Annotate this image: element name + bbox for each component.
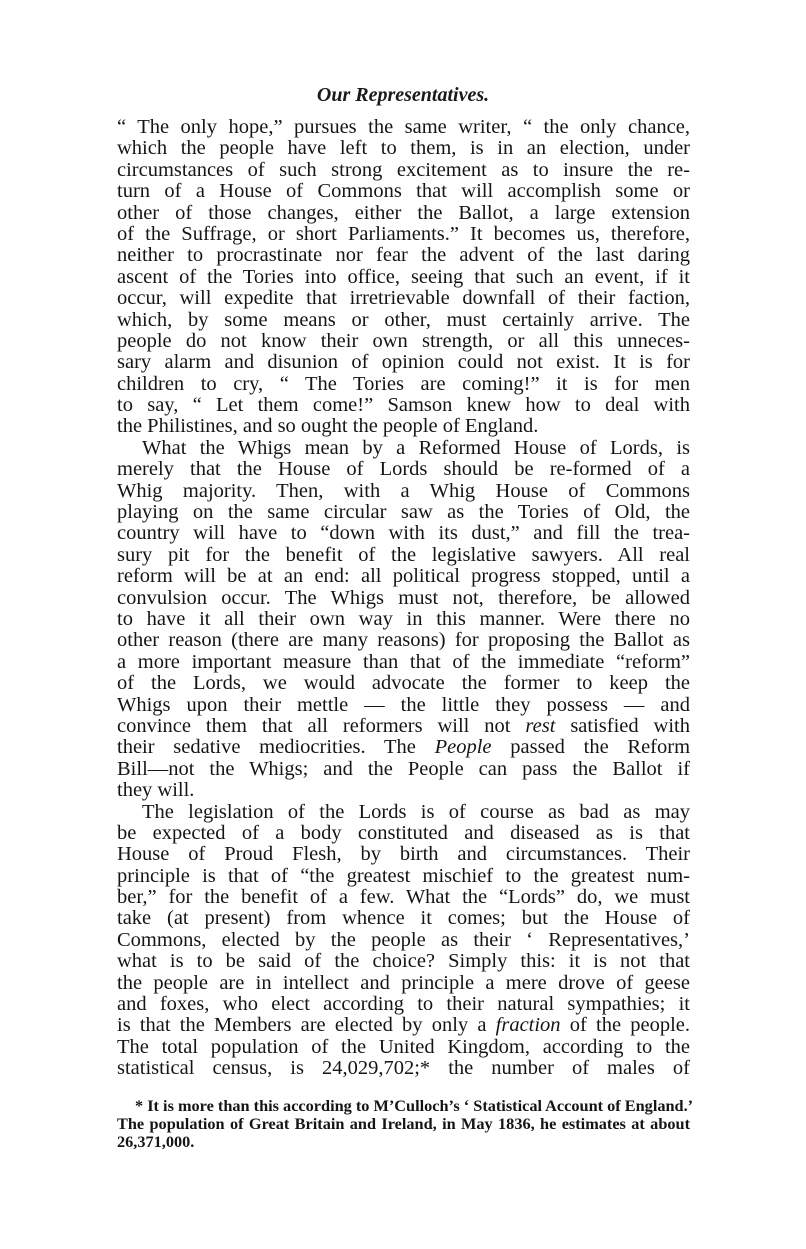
text-line: which, by some means or other, must certainly arrive. The [117, 308, 690, 331]
text-line: statistical census, is 24,029,702;* the number of males of [117, 1057, 690, 1080]
text-line: children to cry, “ The Tories are coming!” it is for men [117, 372, 690, 395]
text-line-with-italic [117, 716, 690, 737]
italic-emphasis: People [434, 736, 492, 759]
text-line: take (at present) from whence it comes; but the House of [117, 907, 690, 930]
text-line: principle is that of “the greatest mischief to the greatest num- [117, 864, 690, 887]
text-line: to have it all their own way in this manner. Were there no [117, 607, 690, 630]
text-line: and foxes, who elect according to their natural sympathies; it [117, 993, 690, 1016]
text-line: people do not know their own strength, or all this unneces- [117, 329, 690, 352]
text-line: of the Lords, we would advocate the former to keep the [117, 672, 690, 695]
text-line: to say, “ Let them come!” Samson knew how to deal with [117, 394, 690, 417]
text-line: occur, will expedite that irretrievable downfall of their faction, [117, 287, 690, 310]
text-line: convulsion occur. The Whigs must not, therefore, be allowed [117, 586, 690, 609]
text-line: other reason (there are many reasons) for proposing the Ballot as [117, 629, 690, 652]
text-run: satisfied with [570, 714, 691, 737]
running-title: Our Representatives. [316, 84, 490, 106]
text-line: merely that the House of Lords should be re-formed of a [117, 458, 690, 481]
text-line: reform will be at an end: all political progress stopped, until a [117, 565, 690, 588]
italic-emphasis: fraction [495, 1014, 561, 1037]
footnote-line: * It is more than this according to M’Culloch’s ‘ Statistical Account of England.’ [135, 1096, 694, 1115]
text-line: country will have to “down with its dust,” and fill the trea- [117, 522, 690, 545]
text-line: a more important measure than that of the immediate “reform” [117, 650, 690, 673]
footnote [117, 1096, 694, 1151]
text-line: be expected of a body constituted and diseased as is that [117, 821, 690, 844]
paragraph-start-line: The legislation of the Lords is of course as bad as may [142, 800, 690, 823]
text-line: sary alarm and disunion of opinion could not exist. It is for [117, 351, 690, 374]
text-line: neither to procrastinate nor fear the advent of the last daring [117, 244, 690, 267]
text-line: what is to be said of the choice? Simply this: it is not that [117, 950, 690, 973]
text-line: ber,” for the benefit of a few. What the “Lords” do, we must [117, 886, 690, 909]
footnote-line: The population of Great Britain and Ireland, in May 1836, he estimates at about [117, 1114, 690, 1133]
text-line: turn of a House of Commons that will accomplish some or [117, 180, 690, 203]
text-line: sury pit for the benefit of the legislative sawyers. All real [117, 543, 690, 566]
text-line-with-italic [117, 1015, 690, 1036]
text-run: their sedative mediocrities. The [117, 736, 416, 759]
text-run: of the people. [569, 1014, 691, 1037]
text-line: Commons, elected by the people as their ‘ Representatives,’ [117, 928, 690, 951]
text-run: passed the Reform [510, 736, 691, 759]
text-line: Whig majority. Then, with a Whig House of Commons [117, 479, 690, 502]
text-line: Bill—not the Whigs; and the People can pass the Ballot if [117, 757, 690, 780]
text-line: The total population of the United Kingdom, according to the [117, 1035, 690, 1058]
text-line-with-italic [117, 737, 690, 758]
text-line: ascent of the Tories into office, seeing that such an event, if it [117, 265, 690, 288]
text-line: they will. [117, 779, 195, 802]
text-run: is that the Members are elected by only a [117, 1014, 487, 1037]
text-line: House of Proud Flesh, by birth and circumstances. Their [117, 843, 690, 866]
text-line: playing on the same circular saw as the Tories of Old, the [117, 501, 690, 524]
body-text [117, 117, 690, 1080]
text-line: “ The only hope,” pursues the same writer, “ the only chance, [117, 116, 690, 138]
italic-emphasis: rest [525, 714, 556, 737]
footnote-line: 26,371,000. [117, 1132, 195, 1151]
text-line: the Philistines, and so ought the people of England. [117, 415, 539, 438]
paragraph-start-line: What the Whigs mean by a Reformed House of Lords, is [142, 436, 690, 459]
text-line: Whigs upon their mettle — the little they possess — and [117, 693, 690, 716]
text-run: convince them that all reformers will not [117, 714, 511, 737]
text-line: of the Suffrage, or short Parliaments.” It becomes us, therefore, [117, 222, 690, 245]
text-line: which the people have left to them, is in an election, under [117, 137, 690, 160]
text-line: circumstances of such strong excitement as to insure the re- [117, 158, 690, 181]
text-line: the people are in intellect and principle a mere drove of geese [117, 971, 690, 994]
text-line: other of those changes, either the Ballot, a large extension [117, 201, 690, 224]
